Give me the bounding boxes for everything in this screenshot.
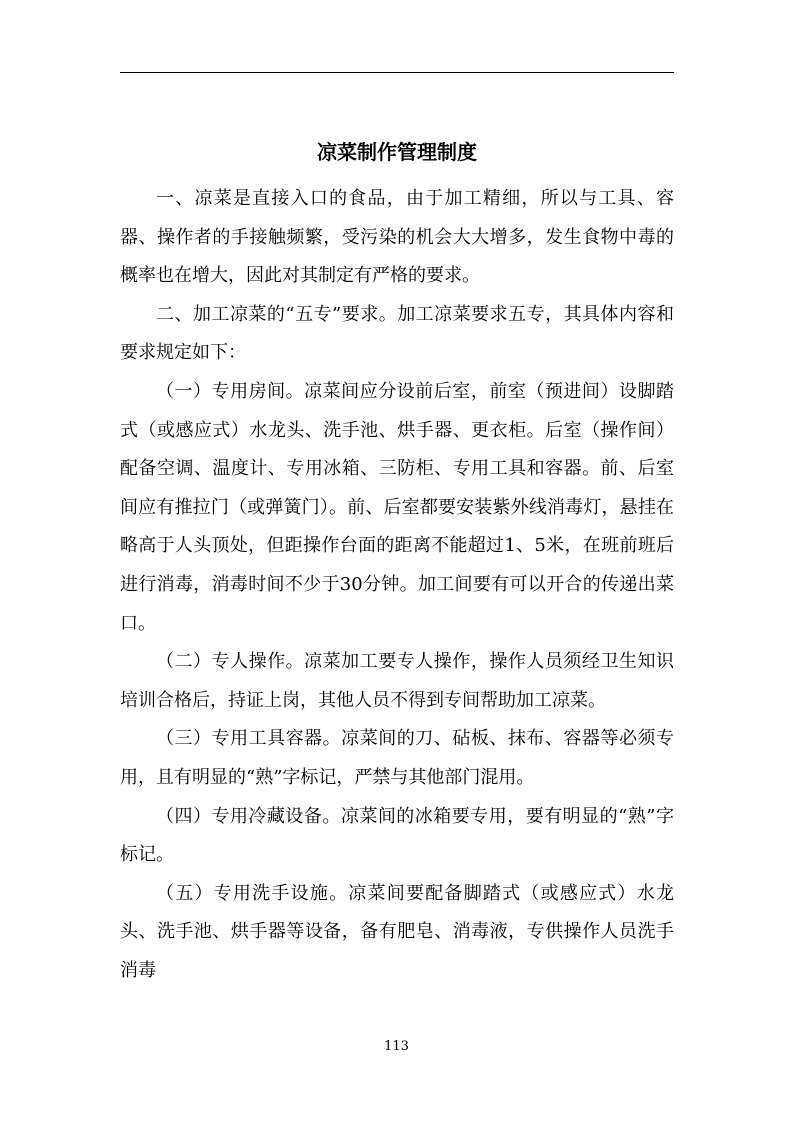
paragraph-6: （四）专用冷藏设备。凉菜间的冰箱要专用，要有明显的“熟”字标记。 bbox=[120, 805, 674, 866]
document-title: 凉菜制作管理制度 bbox=[317, 140, 477, 164]
paragraph-5: （三）专用工具容器。凉菜间的刀、砧板、抹布、容器等必须专用，且有明显的“熟”字标记，严禁与其他部门混用。 bbox=[120, 728, 674, 788]
paragraph-3: （一）专用房间。凉菜间应分设前后室，前室（预进间）设脚踏式（或感应式）水龙头、洗手池、烘手器、更衣柜。后室（操作间）配备空调、温度计、专用冰箱、三防柜、专用工具和容器。前、后室间应有推拉门（或弹簧门）。前、后室都要安装紫外线消毒灯，悬挂在略高于人头顶处，但距操作台面的距离不能超过1、5米，在班前班后进行消毒，消毒时间不少于30分钟。加工间要有可以开合的传递出菜口。 bbox=[120, 380, 674, 634]
page-number: 113 bbox=[384, 1039, 409, 1054]
paragraph-2: 二、加工凉菜的“五专”要求。加工凉菜要求五专，其具体内容和要求规定如下： bbox=[120, 303, 674, 364]
header-rule bbox=[120, 72, 674, 73]
paragraph-4: （二）专人操作。凉菜加工要专人操作，操作人员须经卫生知识培训合格后，持证上岗，其他人员不得到专间帮助加工凉菜。 bbox=[120, 651, 674, 711]
document-body bbox=[120, 180, 674, 990]
paragraph-7: （五）专用洗手设施。凉菜间要配备脚踏式（或感应式）水龙头、洗手池、烘手器等设备，备有肥皂、消毒液，专供操作人员洗手消毒 bbox=[120, 882, 674, 981]
paragraph-1: 一、凉菜是直接入口的食品，由于加工精细，所以与工具、容器、操作者的手接触频繁，受污染的机会大大增多，发生食物中毒的概率也在增大，因此对其制定有严格的要求。 bbox=[120, 188, 674, 287]
